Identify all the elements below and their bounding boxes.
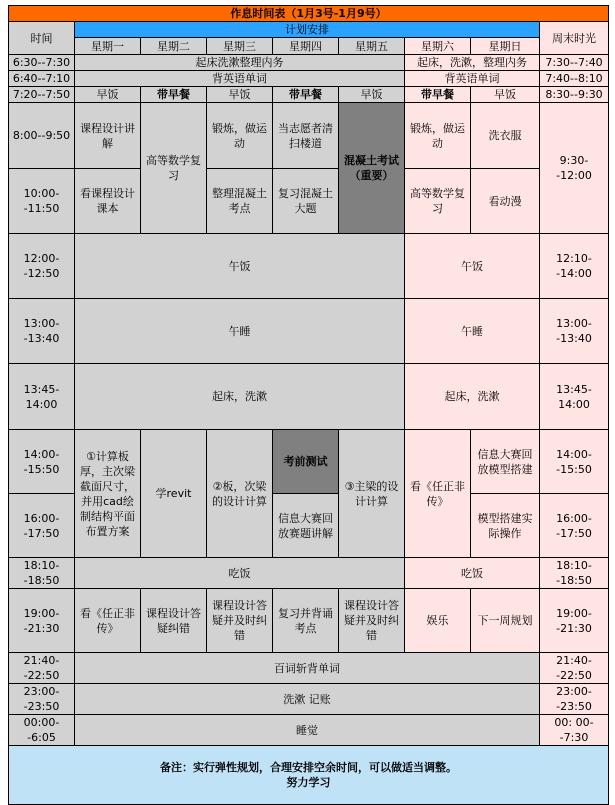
activity-thu-test: 考前测试 <box>273 430 339 494</box>
activity-fri: ③主梁的设计计算 <box>339 430 405 558</box>
time-cell: 00:00--6:05 <box>9 715 75 746</box>
activity-sat: 带早餐 <box>405 87 471 103</box>
activity-fri: 课程设计答疑并及时纠错 <box>339 589 405 653</box>
weekend-time-cell: 8:30--9:30 <box>540 87 609 103</box>
activity-sun: 信息大赛回放模型搭建 <box>471 430 540 494</box>
weekend-time-cell: 7:30--7:40 <box>540 55 609 71</box>
activity-mon: 看《任正非传》 <box>75 589 141 653</box>
time-column-header: 时间 <box>9 22 75 55</box>
schedule-sheet <box>8 5 608 805</box>
daily-activity: 百词斩背单词 <box>75 653 540 684</box>
activity-sat: 锻炼，做运动 <box>405 103 471 169</box>
daily-activity: 洗漱 记账 <box>75 684 540 715</box>
weekend-activity: 背英语单词 <box>405 71 540 87</box>
weekday-activity: 午睡 <box>75 299 405 364</box>
weekend-time-cell: 19:00--21:30 <box>540 589 609 653</box>
day-header-wed: 星期三 <box>207 38 273 55</box>
weekend-time-cell: 14:00--15:50 <box>540 430 609 494</box>
time-cell: 14:00--15:50 <box>9 430 75 494</box>
activity-tue: 高等数学复习 <box>141 103 207 234</box>
activity-wed: 课程设计答疑并及时纠错 <box>207 589 273 653</box>
activity-tue: 带早餐 <box>141 87 207 103</box>
day-header-thu: 星期四 <box>273 38 339 55</box>
weekend-time-cell: 00: 00--7:30 <box>540 715 609 746</box>
weekday-activity: 午饭 <box>75 234 405 299</box>
time-cell: 19:00--21:30 <box>9 589 75 653</box>
weekend-time-cell: 21:40--22:50 <box>540 653 609 684</box>
motto-text: 努力学习 <box>286 776 331 789</box>
activity-sun: 洗衣服 <box>471 103 540 169</box>
activity-thu: 复习混凝土大题 <box>273 169 339 234</box>
weekday-activity: 吃饭 <box>75 558 405 589</box>
weekend-activity: 午睡 <box>405 299 540 364</box>
activity-sun: 模型搭建实际操作 <box>471 494 540 558</box>
weekday-activity: 起床洗漱整理内务 <box>75 55 405 71</box>
time-cell: 13:00--13:40 <box>9 299 75 364</box>
activity-wed: ②板，次梁的设计计算 <box>207 430 273 558</box>
weekend-time-cell: 12:10--14:00 <box>540 234 609 299</box>
weekend-time-cell: 16:00--17:50 <box>540 494 609 558</box>
activity-wed: 锻炼，做运动 <box>207 103 273 169</box>
schedule-table <box>8 5 609 805</box>
activity-sat: 娱乐 <box>405 589 471 653</box>
time-cell: 21:40--22:50 <box>9 653 75 684</box>
time-cell: 7:20--7:50 <box>9 87 75 103</box>
schedule-title: 作息时间表（1月3号-1月9号） <box>9 6 609 22</box>
time-cell: 13:45-14:00 <box>9 364 75 430</box>
time-cell: 23:00--23:50 <box>9 684 75 715</box>
weekend-time-cell: 7:40--8:10 <box>540 71 609 87</box>
note-box <box>9 746 609 805</box>
activity-fri-exam: 混凝土考试（重要） <box>339 103 405 234</box>
weekend-time-cell: 23:00--23:50 <box>540 684 609 715</box>
activity-thu: 信息大赛回放赛题讲解 <box>273 494 339 558</box>
activity-mon: 早饭 <box>75 87 141 103</box>
activity-thu: 带早餐 <box>273 87 339 103</box>
plan-header: 计划安排 <box>75 22 540 38</box>
time-cell: 6:30--7:30 <box>9 55 75 71</box>
time-cell: 6:40--7:10 <box>9 71 75 87</box>
activity-sun: 下一周规划 <box>471 589 540 653</box>
weekend-time-header: 周末时光 <box>540 22 609 55</box>
weekend-time-cell: 9:30--12:00 <box>540 103 609 234</box>
activity-thu: 复习并背诵考点 <box>273 589 339 653</box>
daily-activity: 睡觉 <box>75 715 540 746</box>
weekend-time-cell: 13:00--13:40 <box>540 299 609 364</box>
activity-sun: 看动漫 <box>471 169 540 234</box>
weekend-time-cell: 18:10--18:50 <box>540 558 609 589</box>
activity-sun: 早饭 <box>471 87 540 103</box>
activity-tue: 学revit <box>141 430 207 558</box>
day-header-sat: 星期六 <box>405 38 471 55</box>
activity-wed: 早饭 <box>207 87 273 103</box>
activity-sat: 高等数学复习 <box>405 169 471 234</box>
activity-wed: 整理混凝土考点 <box>207 169 273 234</box>
day-header-fri: 星期五 <box>339 38 405 55</box>
weekend-time-cell: 13:45-14:00 <box>540 364 609 430</box>
activity-fri: 早饭 <box>339 87 405 103</box>
weekend-activity: 吃饭 <box>405 558 540 589</box>
day-header-sun: 星期日 <box>471 38 540 55</box>
activity-tue: 课程设计答疑纠错 <box>141 589 207 653</box>
time-cell: 18:10--18:50 <box>9 558 75 589</box>
weekend-activity: 起床，洗漱 <box>405 364 540 430</box>
weekday-activity: 背英语单词 <box>75 71 405 87</box>
day-header-tue: 星期二 <box>141 38 207 55</box>
activity-thu: 当志愿者清扫楼道 <box>273 103 339 169</box>
activity-mon: 看课程设计课本 <box>75 169 141 234</box>
weekend-activity: 起床，洗漱，整理内务 <box>405 55 540 71</box>
activity-sat: 看《任正非传》 <box>405 430 471 558</box>
day-header-mon: 星期一 <box>75 38 141 55</box>
time-cell: 16:00--17:50 <box>9 494 75 558</box>
activity-mon: 课程设计讲解 <box>75 103 141 169</box>
time-cell: 8:00--9:50 <box>9 103 75 169</box>
weekend-activity: 午饭 <box>405 234 540 299</box>
time-cell: 12:00--12:50 <box>9 234 75 299</box>
time-cell: 10:00--11:50 <box>9 169 75 234</box>
weekday-activity: 起床，洗漱 <box>75 364 405 430</box>
activity-mon: ①计算板厚，主次梁截面尺寸，并用cad绘制结构平面布置方案 <box>75 430 141 558</box>
note-text: 备注：实行弹性规划，合理安排空余时间，可以做适当调整。 <box>160 761 458 774</box>
